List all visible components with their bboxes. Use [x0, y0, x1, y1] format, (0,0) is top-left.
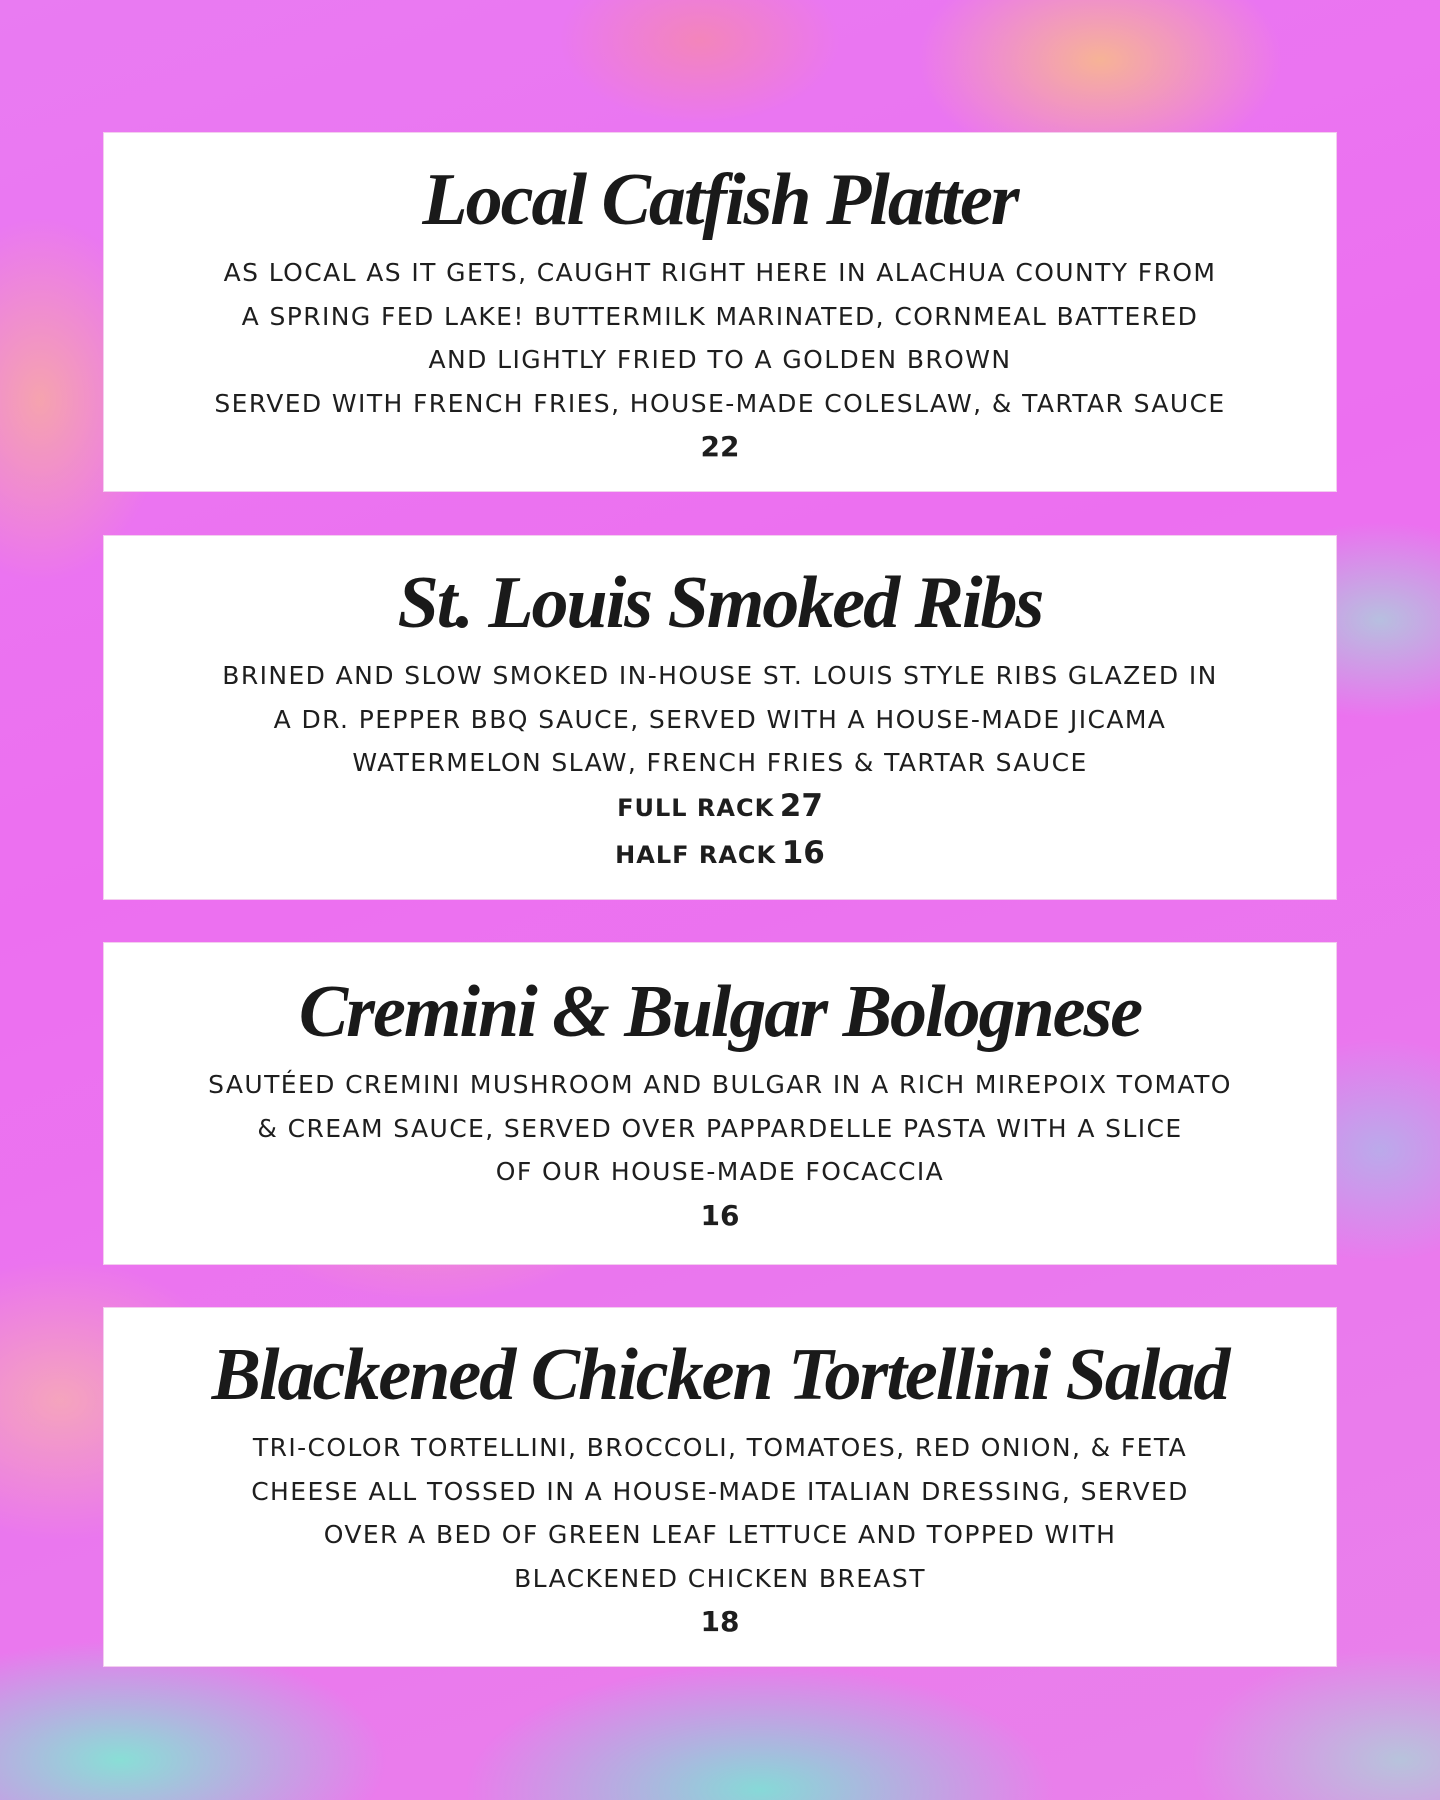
menu-item-price: 16: [700, 1198, 740, 1232]
description-line: AND LIGHTLY FRIED TO A GOLDEN BROWN: [428, 345, 1012, 374]
description-line: BRINED AND SLOW SMOKED IN-HOUSE ST. LOUIS STYLE RIBS GLAZED IN: [222, 661, 1218, 690]
menu-item-title: Blackened Chicken Tortellini Salad: [211, 1334, 1229, 1416]
price-label: HALF RACK: [615, 840, 777, 869]
menu-item-description: [104, 654, 1336, 785]
full-rack-price: [104, 785, 1336, 832]
menu-item-price: 18: [700, 1605, 740, 1638]
half-rack-price: [104, 832, 1336, 879]
menu-item-catfish: [103, 132, 1337, 492]
description-line: & CREAM SAUCE, SERVED OVER PAPPARDELLE PASTA WITH A SLICE: [257, 1113, 1183, 1143]
menu-item-title: St. Louis Smoked Ribs: [397, 562, 1043, 644]
menu-item-description: [104, 1063, 1336, 1194]
menu-item-description: [104, 251, 1336, 425]
menu-item-title: Local Catfish Platter: [422, 159, 1018, 241]
menu-item-description: [104, 1426, 1336, 1600]
menu-item-title: Cremini & Bulgar Bolognese: [298, 971, 1142, 1053]
description-line: AS LOCAL AS IT GETS, CAUGHT RIGHT HERE IN ALACHUA COUNTY FROM: [223, 258, 1217, 287]
description-line: BLACKENED CHICKEN BREAST: [514, 1563, 926, 1593]
description-line: SAUTÉED CREMINI MUSHROOM AND BULGAR IN A RICH MIREPOIX TOMATO: [208, 1070, 1232, 1099]
price-value: 27: [779, 787, 823, 824]
description-line: SERVED WITH FRENCH FRIES, HOUSE-MADE COLESLAW, & TARTAR SAUCE: [214, 388, 1226, 418]
description-line: OVER A BED OF GREEN LEAF LETTUCE AND TOPPED WITH: [323, 1520, 1117, 1549]
menu-item-tortellini-salad: [103, 1307, 1337, 1667]
menu-item-bolognese: [103, 942, 1337, 1265]
description-line: TRI-COLOR TORTELLINI, BROCCOLI, TOMATOES, RED ONION, & FETA: [252, 1433, 1188, 1462]
description-line: A SPRING FED LAKE! BUTTERMILK MARINATED, CORNMEAL BATTERED: [241, 301, 1199, 331]
description-line: A DR. PEPPER BBQ SAUCE, SERVED WITH A HOUSE-MADE JICAMA: [273, 704, 1167, 734]
menu-item-ribs: [103, 535, 1337, 900]
price-label: FULL RACK: [617, 793, 775, 822]
description-line: WATERMELON SLAW, FRENCH FRIES & TARTAR SAUCE: [352, 748, 1088, 777]
menu-item-price: 22: [700, 430, 740, 463]
description-line: OF OUR HOUSE-MADE FOCACCIA: [495, 1157, 945, 1186]
price-value: 16: [781, 834, 825, 871]
description-line: CHEESE ALL TOSSED IN A HOUSE-MADE ITALIAN DRESSING, SERVED: [251, 1476, 1189, 1506]
